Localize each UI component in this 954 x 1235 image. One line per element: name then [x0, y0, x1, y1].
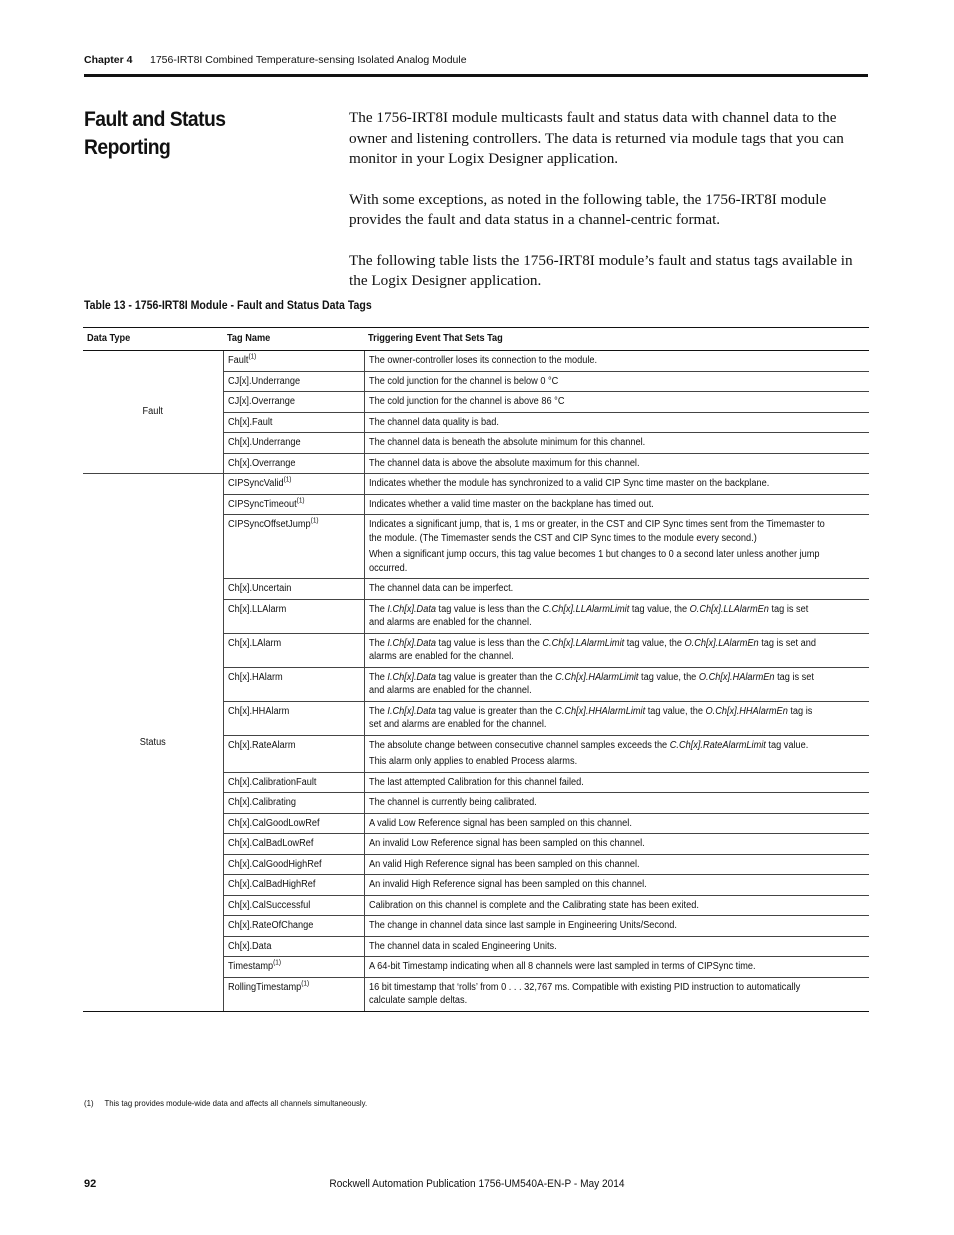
tag-name: Ch[x].Data — [227, 940, 271, 952]
footnote-ref: (1) — [247, 353, 256, 361]
tag-name: Ch[x].Calibrating — [227, 797, 296, 808]
table-body — [83, 351, 869, 1012]
tag-name-cell — [223, 433, 364, 454]
fault-status-table — [83, 327, 869, 1012]
tag-name: Ch[x].Overrange — [227, 457, 296, 469]
tag-name: Ch[x].CalGoodHighRef — [227, 858, 322, 870]
tag-name: CIPSyncOffsetJump — [227, 519, 311, 530]
paragraph: The 1756-IRT8I module multicasts fault and status data with channel data to the owner and listening controllers. The data is returned via module tags that you can monitor in your Logix Designer application. — [349, 109, 844, 167]
trigger-cell: A valid Low Reference signal has been sampled on this channel. — [364, 813, 869, 834]
tag-name: Fault — [227, 355, 248, 366]
tag-name-cell — [223, 834, 364, 855]
chapter-title: 1756-IRT8I Combined Temperature-sensing Isolated Analog Module — [150, 54, 467, 66]
data-type-cell: Fault — [83, 351, 223, 474]
column-header-tag-name: Tag Name — [223, 328, 364, 351]
footnote-ref: (1) — [283, 476, 291, 484]
tag-name-cell — [223, 371, 364, 392]
trigger-cell: Indicates a significant jump, that is, 1 ms or greater, in the CST and CIP Sync times sent from the Timemaster to the module. (The Timemaster sends the CST and CIP Sync times to the module every second.) When a significant jump occurs, this tag value becomes 1 but changes to 0 a second later unless another jump occurred. — [364, 515, 869, 579]
tag-name-cell — [223, 474, 364, 495]
trigger-cell: The channel data can be imperfect. — [364, 579, 869, 600]
data-type-cell: Status — [83, 474, 223, 1012]
trigger-cell: The channel data in scaled Engineering Units. — [364, 936, 869, 957]
tag-name: Ch[x].CalGoodLowRef — [227, 817, 320, 829]
tag-name-cell — [223, 351, 364, 372]
tag-name-cell — [223, 392, 364, 413]
trigger-cell: Indicates whether a valid time master on the backplane has timed out. — [364, 494, 869, 515]
tag-name-cell — [223, 735, 364, 772]
tag-name: Ch[x].RateAlarm — [227, 739, 295, 751]
tag-name: Ch[x].Fault — [227, 416, 272, 428]
trigger-cell: Indicates whether the module has synchronized to a valid CIP Sync time master on the backplane. — [364, 474, 869, 495]
page-header — [84, 52, 868, 74]
tag-name-cell — [223, 412, 364, 433]
table-caption: Table 13 - 1756-IRT8I Module - Fault and Status Data Tags — [84, 298, 372, 312]
tag-name: Ch[x].CalibrationFault — [227, 776, 316, 788]
tag-name-cell — [223, 633, 364, 667]
trigger-cell: An valid High Reference signal has been sampled on this channel. — [364, 854, 869, 875]
tag-name: Ch[x].CalSuccessful — [227, 899, 310, 911]
trigger-cell: The I.Ch[x].Data tag value is less than the C.Ch[x].LLAlarmLimit tag value, the O.Ch[x].LLAlarmEn tag is set and alarms are enabled for the channel. — [364, 599, 869, 633]
tag-name: CJ[x].Underrange — [227, 375, 300, 387]
tag-name-cell — [223, 977, 364, 1011]
column-header-trigger: Triggering Event That Sets Tag — [364, 328, 869, 351]
tag-name-cell — [223, 916, 364, 937]
trigger-cell: A 64-bit Timestamp indicating when all 8 channels were last sampled in terms of CIPSync time. — [364, 957, 869, 978]
table-row — [83, 474, 869, 495]
trigger-cell: The channel is currently being calibrated. — [364, 793, 869, 814]
trigger-cell: The change in channel data since last sample in Engineering Units/Second. — [364, 916, 869, 937]
tag-name: Ch[x].HHAlarm — [227, 705, 289, 717]
tag-name: Ch[x].Underrange — [227, 437, 301, 448]
footnote — [84, 1098, 802, 1108]
footnote-ref: (1) — [300, 980, 309, 988]
tag-name: CIPSyncTimeout — [227, 498, 297, 510]
tag-name-cell — [223, 793, 364, 814]
tag-name-cell — [223, 701, 364, 735]
tag-name: Timestamp — [227, 961, 273, 972]
trigger-cell: The channel data is beneath the absolute minimum for this channel. — [364, 433, 869, 454]
footnote-text: This tag provides module-wide data and affects all channels simultaneously. — [104, 1098, 368, 1108]
tag-name: CJ[x].Overrange — [227, 396, 295, 407]
trigger-cell: An invalid High Reference signal has been sampled on this channel. — [364, 875, 869, 896]
tag-name-cell — [223, 772, 364, 793]
paragraph: With some exceptions, as noted in the following table, the 1756-IRT8I module provides the fault and data status in a channel-centric format. — [349, 190, 827, 228]
paragraph: The following table lists the 1756-IRT8I module’s fault and status tags available in the Logix Designer application. — [349, 251, 853, 289]
trigger-cell: The I.Ch[x].Data tag value is greater than the C.Ch[x].HHAlarmLimit tag value, the O.Ch[x].HHAlarmEn tag is set and alarms are enabled for the channel. — [364, 701, 869, 735]
tag-name: Ch[x].LLAlarm — [227, 603, 286, 615]
trigger-cell: The absolute change between consecutive channel samples exceeds the C.Ch[x].RateAlarmLimit tag value. This alarm only applies to enabled Process alarms. — [364, 735, 869, 772]
tag-name-cell — [223, 579, 364, 600]
trigger-cell: The channel data quality is bad. — [364, 412, 869, 433]
trigger-cell: 16 bit timestamp that ‘rolls’ from 0 . . . 32,767 ms. Compatible with existing PID instruction to automatically calculate sample deltas. — [364, 977, 869, 1011]
footnote-marker: (1) — [84, 1098, 94, 1108]
column-header-data-type: Data Type — [83, 328, 223, 351]
tag-name: Ch[x].RateOfChange — [227, 920, 313, 931]
table-header-row — [83, 328, 869, 351]
trigger-cell: The cold junction for the channel is above 86 °C — [364, 392, 869, 413]
trigger-cell: Calibration on this channel is complete and the Calibrating state has been exited. — [364, 895, 869, 916]
tag-name-cell — [223, 515, 364, 579]
publication-info: Rockwell Automation Publication 1756-UM540A-EN-P - May 2014 — [329, 1178, 625, 1190]
tag-name: Ch[x].Uncertain — [227, 583, 291, 594]
trigger-cell: The channel data is above the absolute maximum for this channel. — [364, 453, 869, 474]
tag-name: Ch[x].HAlarm — [227, 671, 283, 683]
trigger-cell: An invalid Low Reference signal has been sampled on this channel. — [364, 834, 869, 855]
tag-name-cell — [223, 599, 364, 633]
tag-name-cell — [223, 813, 364, 834]
footnote-ref: (1) — [310, 517, 319, 525]
footnote-ref: (1) — [296, 497, 305, 505]
header-rule — [84, 74, 868, 77]
tag-name-cell — [223, 936, 364, 957]
tag-name-cell — [223, 453, 364, 474]
table-row — [83, 351, 869, 372]
tag-name-cell — [223, 895, 364, 916]
tag-name-cell — [223, 854, 364, 875]
tag-name: CIPSyncValid — [227, 478, 284, 489]
chapter-label: Chapter 4 — [84, 54, 133, 66]
tag-name: Ch[x].CalBadHighRef — [227, 879, 315, 890]
trigger-cell: The owner-controller loses its connection to the module. — [364, 351, 869, 372]
tag-name-cell — [223, 494, 364, 515]
trigger-cell: The last attempted Calibration for this channel failed. — [364, 772, 869, 793]
trigger-cell: The I.Ch[x].Data tag value is greater than the C.Ch[x].HAlarmLimit tag value, the O.Ch[x].HAlarmEn tag is set and alarms are enabled for the channel. — [364, 667, 869, 701]
tag-name: RollingTimestamp — [227, 981, 301, 993]
footnote-ref: (1) — [272, 959, 281, 967]
section-title: Fault and Status Reporting — [84, 108, 226, 159]
tag-name: Ch[x].CalBadLowRef — [227, 838, 313, 849]
trigger-cell: The I.Ch[x].Data tag value is less than the C.Ch[x].LAlarmLimit tag value, the O.Ch[x].LAlarmEn tag is set and alarms are enabled for the channel. — [364, 633, 869, 667]
tag-name-cell — [223, 875, 364, 896]
page-number: 92 — [84, 1178, 97, 1190]
tag-name-cell — [223, 957, 364, 978]
tag-name-cell — [223, 667, 364, 701]
intro-paragraphs — [349, 108, 869, 312]
trigger-cell: The cold junction for the channel is below 0 °C — [364, 371, 869, 392]
tag-name: Ch[x].LAlarm — [227, 637, 281, 649]
